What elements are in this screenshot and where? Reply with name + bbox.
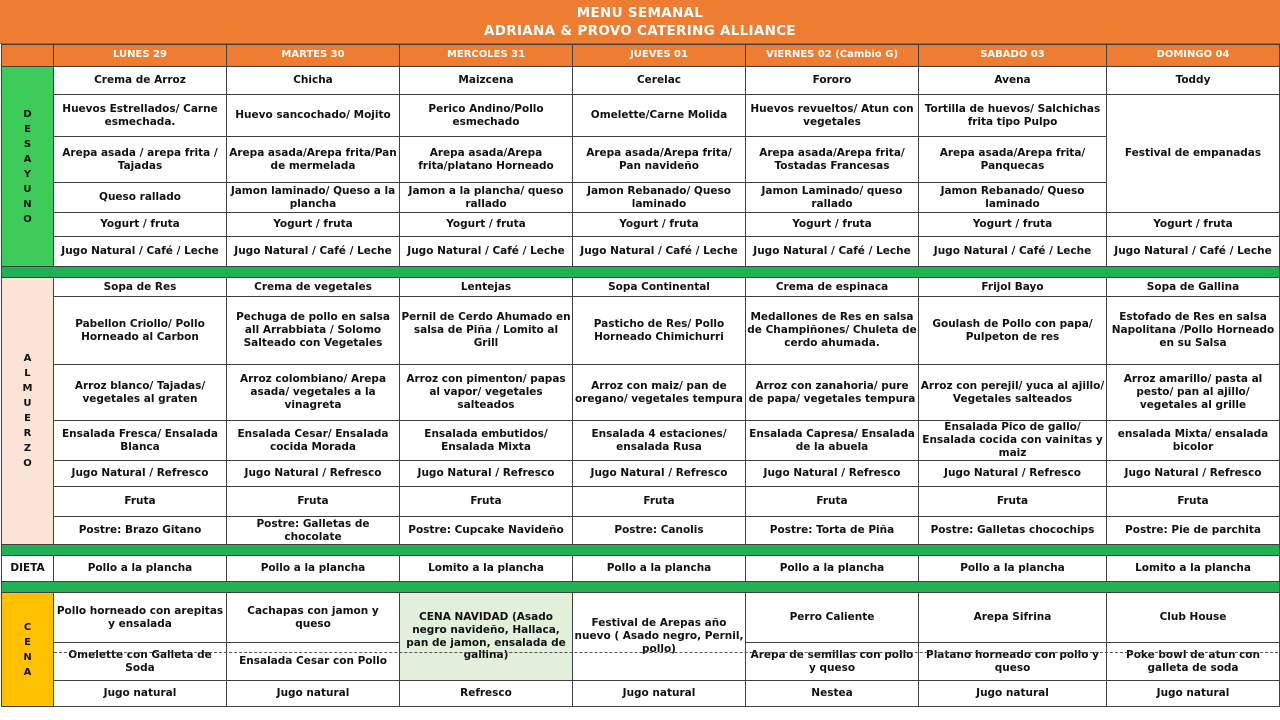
menu-cell: Pollo a la plancha <box>54 556 227 582</box>
menu-cell: Ensalada Cesar con Pollo <box>227 643 400 681</box>
menu-cell: Yogurt / fruta <box>573 213 746 237</box>
menu-cell: Pollo a la plancha <box>919 556 1107 582</box>
menu-cell: Club House <box>1107 593 1280 643</box>
menu-cell: Tortilla de huevos/ Salchichas frita tipo Pulpo <box>919 95 1107 137</box>
menu-cell: Arroz amarillo/ pasta al pesto/ pan al ajillo/ vegetales al grille <box>1107 365 1280 421</box>
menu-cell: Ensalada embutidos/ Ensalada Mixta <box>400 421 573 461</box>
cena-row-1 <box>2 593 1280 643</box>
menu-cell: Pasticho de Res/ Pollo Horneado Chimichurri <box>573 297 746 365</box>
menu-cell: Yogurt / fruta <box>227 213 400 237</box>
section-separator <box>2 545 1280 556</box>
menu-cell: Arepa asada / arepa frita / Tajadas <box>54 137 227 183</box>
desayuno-jugo-row <box>2 237 1280 267</box>
menu-cell: Fruta <box>919 487 1107 517</box>
menu-cell: Jugo natural <box>1107 681 1280 707</box>
menu-cell: Jugo Natural / Café / Leche <box>227 237 400 267</box>
menu-cell: Arepa asada/Arepa frita/platano Horneado <box>400 137 573 183</box>
menu-cell: Refresco <box>400 681 573 707</box>
day-header: VIERNES 02 (Cambio G) <box>746 45 919 67</box>
menu-cell: Jugo Natural / Refresco <box>1107 461 1280 487</box>
menu-cell: Ensalada Pico de gallo/ Ensalada cocida con vainitas y maiz <box>919 421 1107 461</box>
menu-title: MENU SEMANAL <box>576 5 704 21</box>
menu-cell: Arroz con perejil/ yuca al ajillo/ Vegetales salteados <box>919 365 1107 421</box>
section-separator <box>2 582 1280 593</box>
menu-cell: Yogurt / fruta <box>400 213 573 237</box>
menu-cell: Fruta <box>746 487 919 517</box>
menu-cell: Jugo Natural / Café / Leche <box>919 237 1107 267</box>
menu-cell: Chicha <box>227 67 400 95</box>
menu-cell: Jugo Natural / Refresco <box>573 461 746 487</box>
almuerzo-sopa-row <box>2 278 1280 297</box>
menu-cell: Poke bowl de atun con galleta de soda <box>1107 643 1280 681</box>
menu-cell: Jamon Rebanado/ Queso laminado <box>919 183 1107 213</box>
menu-cell: Omelette con Galleta de Soda <box>54 643 227 681</box>
day-header: SABADO 03 <box>919 45 1107 67</box>
menu-cell: Jugo Natural / Café / Leche <box>54 237 227 267</box>
menu-cell: Jamon Rebanado/ Queso laminado <box>573 183 746 213</box>
menu-cell: Estofado de Res en salsa Napolitana /Pollo Horneado en su Salsa <box>1107 297 1280 365</box>
menu-cell: Pollo a la plancha <box>573 556 746 582</box>
almuerzo-bebida-row <box>2 461 1280 487</box>
menu-cell: Jamon laminado/ Queso a la plancha <box>227 183 400 213</box>
menu-cell: Jamon a la plancha/ queso rallado <box>400 183 573 213</box>
menu-cell: Cerelac <box>573 67 746 95</box>
menu-cell: Maizcena <box>400 67 573 95</box>
menu-cell: Ensalada Capresa/ Ensalada de la abuela <box>746 421 919 461</box>
menu-cell: Crema de espinaca <box>746 278 919 297</box>
cena-navidad-cell: CENA NAVIDAD (Asado negro navideño, Hallaca, pan de jamon, ensalada de gallina) <box>400 593 573 681</box>
day-header: JUEVES 01 <box>573 45 746 67</box>
menu-cell: Arepa asada/Arepa frita/ Tostadas Francesas <box>746 137 919 183</box>
menu-cell: Huevo sancochado/ Mojito <box>227 95 400 137</box>
almuerzo-postre-row <box>2 517 1280 545</box>
day-header-row <box>2 45 1280 67</box>
menu-cell: Jamon Laminado/ queso rallado <box>746 183 919 213</box>
menu-cell: Yogurt / fruta <box>919 213 1107 237</box>
menu-cell: Lomito a la plancha <box>1107 556 1280 582</box>
menu-cell: Ensalada Fresca/ Ensalada Blanca <box>54 421 227 461</box>
menu-cell: Pabellon Criollo/ Pollo Horneado al Carbon <box>54 297 227 365</box>
menu-cell: Jugo Natural / Café / Leche <box>1107 237 1280 267</box>
almuerzo-fruta-row <box>2 487 1280 517</box>
menu-cell: Fruta <box>573 487 746 517</box>
menu-cell: ensalada Mixta/ ensalada bicolor <box>1107 421 1280 461</box>
menu-subtitle: ADRIANA & PROVO CATERING ALLIANCE <box>484 23 796 39</box>
menu-cell: Postre: Cupcake Navideño <box>400 517 573 545</box>
menu-cell: Goulash de Pollo con papa/ Pulpeton de res <box>919 297 1107 365</box>
menu-cell: Cachapas con jamon y queso <box>227 593 400 643</box>
menu-cell: Nestea <box>746 681 919 707</box>
menu-cell: Arroz con zanahoria/ pure de papa/ vegetales tempura <box>746 365 919 421</box>
menu-cell: Jugo Natural / Refresco <box>400 461 573 487</box>
section-separator <box>2 267 1280 278</box>
almuerzo-principal-row <box>2 297 1280 365</box>
menu-cell: Arepa de semillas con pollo y queso <box>746 643 919 681</box>
menu-cell: Arepa Sifrina <box>919 593 1107 643</box>
almuerzo-label: A L M U E R Z O <box>2 278 54 545</box>
menu-cell: Crema de Arroz <box>54 67 227 95</box>
desayuno-label: D E S A Y U N O <box>2 67 54 267</box>
menu-cell: Ensalada Cesar/ Ensalada cocida Morada <box>227 421 400 461</box>
menu-cell: Huevos revueltos/ Atun con vegetales <box>746 95 919 137</box>
menu-cell: Arepa asada/Arepa frita/ Pan navideño <box>573 137 746 183</box>
menu-cell: Yogurt / fruta <box>746 213 919 237</box>
menu-cell: Fruta <box>227 487 400 517</box>
menu-cell: Jugo natural <box>573 681 746 707</box>
menu-cell: Postre: Pie de parchita <box>1107 517 1280 545</box>
menu-cell: Lentejas <box>400 278 573 297</box>
menu-cell: Sopa de Res <box>54 278 227 297</box>
menu-cell: Arepa asada/Arepa frita/ Panquecas <box>919 137 1107 183</box>
almuerzo-contorno-row <box>2 365 1280 421</box>
domingo-festival-cell: Festival de empanadas <box>1107 95 1280 213</box>
desayuno-complemento-row <box>2 183 1280 213</box>
day-header: LUNES 29 <box>54 45 227 67</box>
title-band <box>0 0 1280 44</box>
menu-cell: Pollo a la plancha <box>746 556 919 582</box>
menu-cell: Arroz colombiano/ Arepa asada/ vegetales a la vinagreta <box>227 365 400 421</box>
day-header: MERCOLES 31 <box>400 45 573 67</box>
menu-cell: Crema de vegetales <box>227 278 400 297</box>
menu-cell: Ensalada 4 estaciones/ ensalada Rusa <box>573 421 746 461</box>
menu-cell: Platano horneado con pollo y queso <box>919 643 1107 681</box>
menu-cell: Postre: Galletas chocochips <box>919 517 1107 545</box>
day-header: MARTES 30 <box>227 45 400 67</box>
menu-cell: Perro Caliente <box>746 593 919 643</box>
menu-cell: Yogurt / fruta <box>1107 213 1280 237</box>
menu-cell: Arroz blanco/ Tajadas/ vegetales al graten <box>54 365 227 421</box>
menu-cell: Medallones de Res en salsa de Champiñones/ Chuleta de cerdo ahumada. <box>746 297 919 365</box>
menu-cell: Arroz con maiz/ pan de oregano/ vegetales tempura <box>573 365 746 421</box>
menu-cell: Pollo horneado con arepitas y ensalada <box>54 593 227 643</box>
menu-cell: Lomito a la plancha <box>400 556 573 582</box>
menu-cell: Fruta <box>400 487 573 517</box>
menu-cell: Jugo natural <box>919 681 1107 707</box>
menu-cell: Sopa Continental <box>573 278 746 297</box>
menu-cell: Sopa de Gallina <box>1107 278 1280 297</box>
almuerzo-ensalada-row <box>2 421 1280 461</box>
menu-cell: Pechuga de pollo en salsa all Arrabbiata / Solomo Salteado con Vegetales <box>227 297 400 365</box>
menu-cell: Jugo Natural / Café / Leche <box>400 237 573 267</box>
menu-cell: Toddy <box>1107 67 1280 95</box>
day-header: DOMINGO 04 <box>1107 45 1280 67</box>
menu-cell: Jugo Natural / Café / Leche <box>573 237 746 267</box>
menu-cell: Frijol Bayo <box>919 278 1107 297</box>
menu-cell: Queso rallado <box>54 183 227 213</box>
menu-cell: Postre: Brazo Gitano <box>54 517 227 545</box>
menu-cell: Jugo natural <box>54 681 227 707</box>
desayuno-acompanante-row <box>2 137 1280 183</box>
desayuno-principal-row <box>2 95 1280 137</box>
weekly-menu-table <box>1 44 1280 707</box>
menu-cell: Jugo natural <box>227 681 400 707</box>
corner-cell <box>2 45 54 67</box>
menu-cell: Fruta <box>1107 487 1280 517</box>
menu-cell: Yogurt / fruta <box>54 213 227 237</box>
menu-cell: Fruta <box>54 487 227 517</box>
menu-cell: Avena <box>919 67 1107 95</box>
desayuno-yogurt-row <box>2 213 1280 237</box>
menu-cell: Omelette/Carne Molida <box>573 95 746 137</box>
menu-cell: Postre: Canolis <box>573 517 746 545</box>
menu-cell: Arepa asada/Arepa frita/Pan de mermelada <box>227 137 400 183</box>
menu-cell: Pernil de Cerdo Ahumado en salsa de Piña / Lomito al Grill <box>400 297 573 365</box>
menu-cell: Fororo <box>746 67 919 95</box>
menu-cell: Jugo Natural / Café / Leche <box>746 237 919 267</box>
dieta-label: DIETA <box>2 556 54 582</box>
menu-cell: Jugo Natural / Refresco <box>227 461 400 487</box>
menu-cell: Postre: Torta de Piña <box>746 517 919 545</box>
menu-cell: Jugo Natural / Refresco <box>746 461 919 487</box>
cena-bebida-row <box>2 681 1280 707</box>
dieta-row <box>2 556 1280 582</box>
cena-label: C E N A <box>2 593 54 707</box>
menu-cell: Arroz con pimenton/ papas al vapor/ vegetales salteados <box>400 365 573 421</box>
menu-cell: Postre: Galletas de chocolate <box>227 517 400 545</box>
menu-cell: Pollo a la plancha <box>227 556 400 582</box>
menu-cell: Perico Andino/Pollo esmechado <box>400 95 573 137</box>
menu-cell: Jugo Natural / Refresco <box>919 461 1107 487</box>
desayuno-bebida-row <box>2 67 1280 95</box>
festival-arepas-cell: Festival de Arepas año nuevo ( Asado negro, Pernil, pollo) <box>573 593 746 681</box>
menu-cell: Huevos Estrellados/ Carne esmechada. <box>54 95 227 137</box>
menu-cell: Jugo Natural / Refresco <box>54 461 227 487</box>
